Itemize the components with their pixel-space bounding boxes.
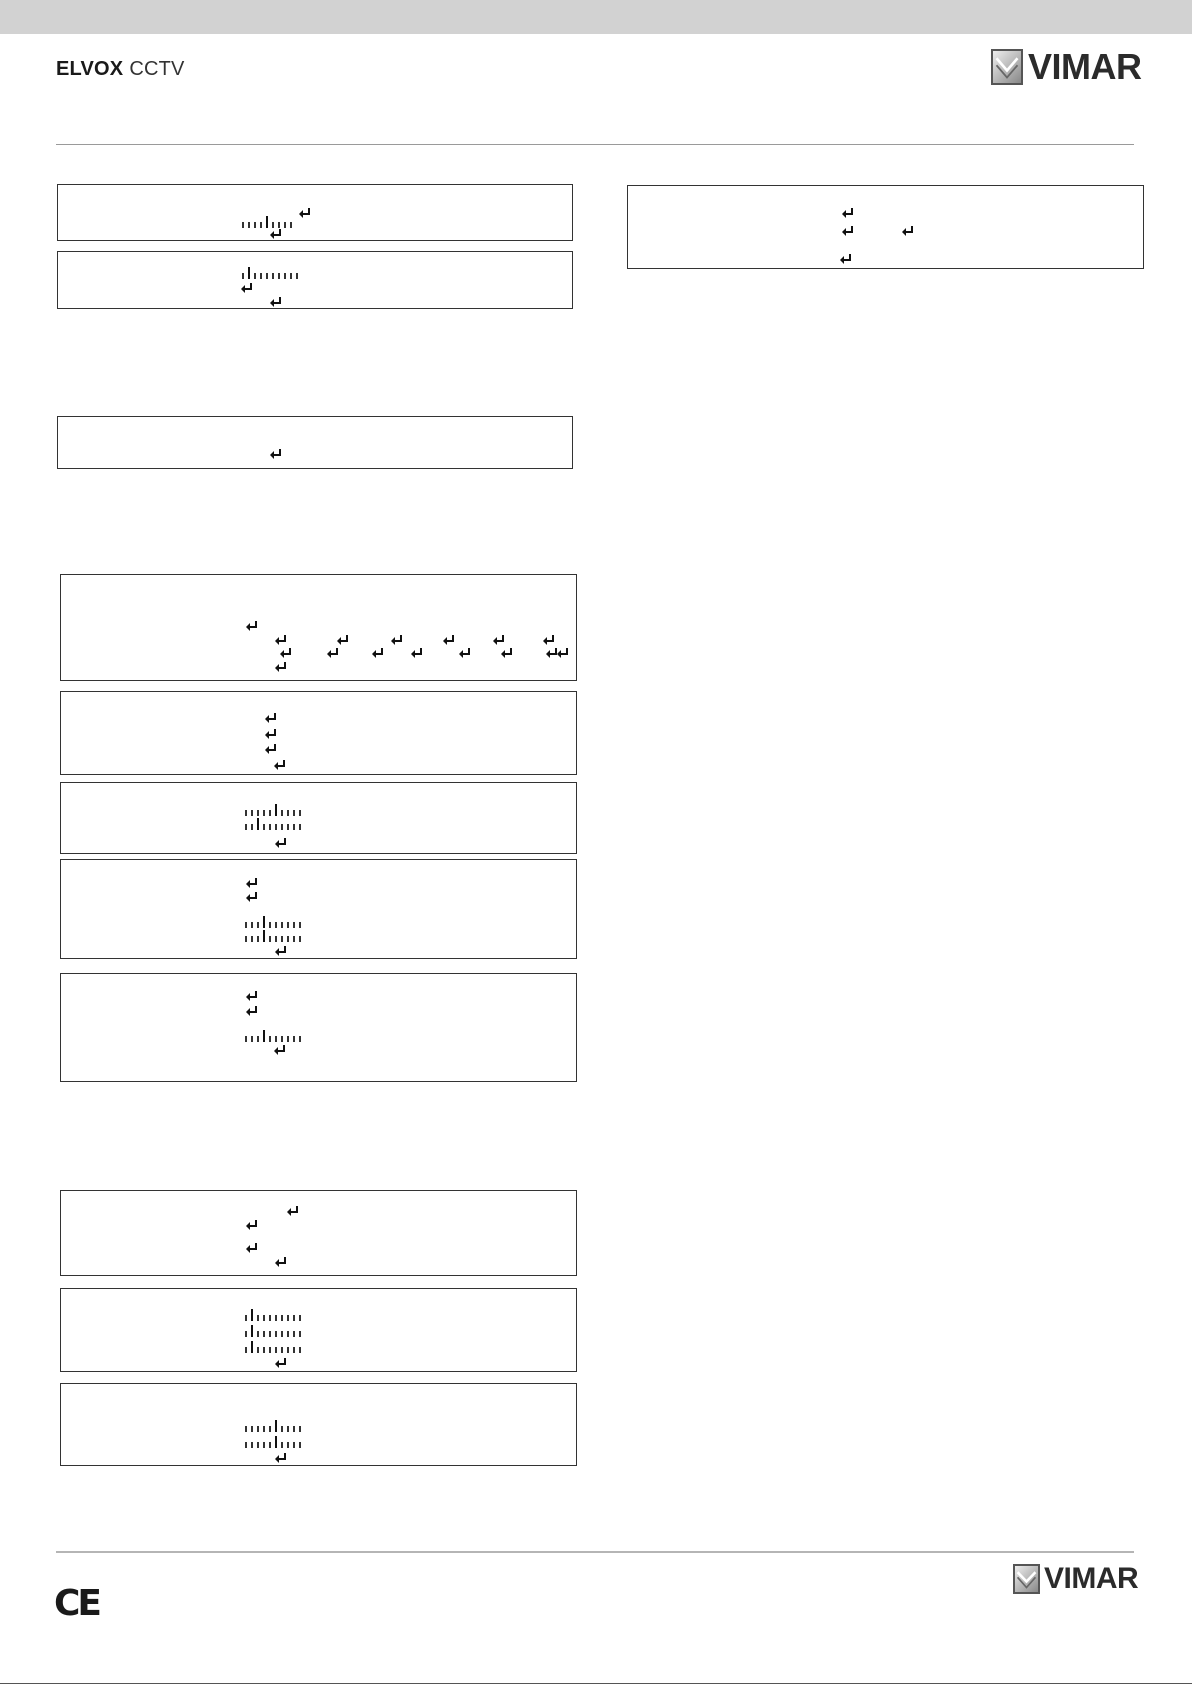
menu-box bbox=[60, 1383, 577, 1466]
enter-arrow-icon bbox=[275, 1256, 288, 1268]
menu-box bbox=[627, 185, 1144, 269]
enter-arrow-icon bbox=[275, 661, 288, 673]
box-glyphs bbox=[58, 252, 572, 308]
enter-arrow-icon bbox=[275, 634, 288, 646]
slider-scale-icon bbox=[245, 1436, 305, 1448]
footer-divider bbox=[56, 1551, 1134, 1553]
menu-box bbox=[57, 251, 573, 309]
slider-scale-icon bbox=[245, 930, 305, 942]
enter-arrow-icon bbox=[241, 282, 254, 294]
enter-arrow-icon bbox=[543, 634, 556, 646]
slider-scale-icon bbox=[245, 1309, 305, 1321]
vimar-logo-text: VIMAR bbox=[1044, 1562, 1139, 1595]
slider-scale-icon bbox=[242, 216, 296, 228]
enter-arrow-icon bbox=[501, 647, 514, 659]
enter-arrow-icon bbox=[265, 743, 278, 755]
enter-arrow-icon bbox=[280, 647, 293, 659]
box-glyphs bbox=[61, 860, 576, 958]
menu-box bbox=[60, 1190, 577, 1276]
vimar-logo-text: VIMAR bbox=[1028, 46, 1142, 87]
enter-arrow-icon bbox=[246, 1005, 259, 1017]
enter-arrow-icon bbox=[275, 1357, 288, 1369]
enter-arrow-icon bbox=[902, 225, 915, 237]
enter-arrow-icon bbox=[246, 990, 259, 1002]
enter-arrow-icon bbox=[557, 647, 570, 659]
menu-box bbox=[57, 184, 573, 241]
enter-arrow-icon bbox=[842, 207, 855, 219]
menu-box bbox=[60, 1288, 577, 1372]
menu-box bbox=[60, 782, 577, 854]
enter-arrow-icon bbox=[265, 728, 278, 740]
ce-mark: CE bbox=[54, 1583, 100, 1624]
vimar-logo-top bbox=[991, 46, 1142, 88]
brand-strong: ELVOX bbox=[56, 58, 124, 80]
enter-arrow-icon bbox=[327, 647, 340, 659]
box-glyphs bbox=[61, 692, 576, 774]
enter-arrow-icon bbox=[246, 1219, 259, 1231]
slider-scale-icon bbox=[245, 1341, 305, 1353]
enter-arrow-icon bbox=[274, 759, 287, 771]
enter-arrow-icon bbox=[287, 1205, 300, 1217]
slider-scale-icon bbox=[245, 818, 305, 830]
enter-arrow-icon bbox=[270, 296, 283, 308]
slider-scale-icon bbox=[245, 1325, 305, 1337]
box-glyphs bbox=[61, 1289, 576, 1371]
slider-scale-icon bbox=[245, 916, 305, 928]
page-bottom-line bbox=[0, 1683, 1192, 1684]
box-glyphs bbox=[61, 1191, 576, 1275]
enter-arrow-icon bbox=[265, 712, 278, 724]
enter-arrow-icon bbox=[275, 837, 288, 849]
vimar-logo-bottom bbox=[1013, 1562, 1138, 1596]
top-bar bbox=[0, 0, 1192, 34]
menu-box bbox=[57, 416, 573, 469]
vimar-logo-icon bbox=[991, 49, 1023, 85]
brand-elvox-cctv bbox=[56, 58, 185, 81]
enter-arrow-icon bbox=[246, 877, 259, 889]
menu-box bbox=[60, 859, 577, 959]
enter-arrow-icon bbox=[840, 253, 853, 265]
vimar-logo-icon bbox=[1013, 1564, 1040, 1594]
slider-scale-icon bbox=[245, 1420, 305, 1432]
slider-scale-icon bbox=[242, 267, 302, 279]
enter-arrow-icon bbox=[275, 945, 288, 957]
enter-arrow-icon bbox=[372, 647, 385, 659]
enter-arrow-icon bbox=[337, 634, 350, 646]
enter-arrow-icon bbox=[274, 1044, 287, 1056]
box-glyphs bbox=[61, 974, 576, 1081]
enter-arrow-icon bbox=[246, 620, 259, 632]
box-glyphs bbox=[58, 417, 572, 468]
enter-arrow-icon bbox=[459, 647, 472, 659]
slider-scale-icon bbox=[245, 804, 305, 816]
enter-arrow-icon bbox=[493, 634, 506, 646]
menu-box bbox=[60, 691, 577, 775]
enter-arrow-icon bbox=[275, 1452, 288, 1464]
box-glyphs bbox=[58, 185, 572, 240]
enter-arrow-icon bbox=[443, 634, 456, 646]
menu-box bbox=[60, 574, 577, 681]
menu-box bbox=[60, 973, 577, 1082]
header-divider bbox=[56, 144, 1134, 145]
enter-arrow-icon bbox=[391, 634, 404, 646]
enter-arrow-icon bbox=[270, 228, 283, 240]
enter-arrow-icon bbox=[842, 225, 855, 237]
slider-scale-icon bbox=[245, 1030, 305, 1042]
enter-arrow-icon bbox=[246, 1242, 259, 1254]
box-glyphs bbox=[628, 186, 1143, 268]
enter-arrow-icon bbox=[411, 647, 424, 659]
brand-light: CCTV bbox=[129, 58, 185, 80]
box-glyphs bbox=[61, 783, 576, 853]
box-glyphs bbox=[61, 1384, 576, 1465]
enter-arrow-icon bbox=[270, 448, 283, 460]
box-glyphs bbox=[61, 575, 576, 680]
enter-arrow-icon bbox=[299, 207, 312, 219]
enter-arrow-icon bbox=[246, 891, 259, 903]
